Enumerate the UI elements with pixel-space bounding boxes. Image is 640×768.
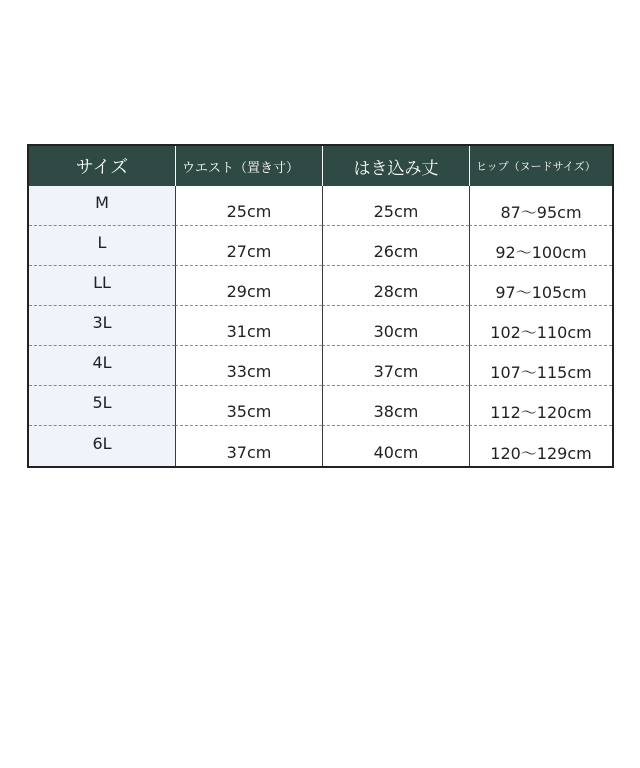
inseam-value: 38cm (322, 386, 469, 426)
inseam-value: 40cm (322, 426, 469, 466)
hip-value: 107〜115cm (469, 346, 612, 386)
size-label: 5L (29, 386, 175, 426)
waist-value: 35cm (175, 386, 322, 426)
size-label: LL (29, 266, 175, 306)
waist-value: 33cm (175, 346, 322, 386)
table-row (29, 186, 612, 226)
table-row (29, 386, 612, 426)
inseam-value: 37cm (322, 346, 469, 386)
size-label: L (29, 226, 175, 266)
hip-value: 97〜105cm (469, 266, 612, 306)
size-label: M (29, 186, 175, 226)
waist-value: 27cm (175, 226, 322, 266)
hip-value: 102〜110cm (469, 306, 612, 346)
inseam-value: 25cm (322, 186, 469, 226)
size-chart-table (27, 144, 614, 468)
header-size: サイズ (75, 157, 129, 178)
hip-value: 112〜120cm (469, 386, 612, 426)
table-row (29, 346, 612, 386)
table-row (29, 306, 612, 346)
inseam-value: 30cm (322, 306, 469, 346)
size-label: 4L (29, 346, 175, 386)
waist-value: 25cm (175, 186, 322, 226)
inseam-value: 28cm (322, 266, 469, 306)
size-label: 3L (29, 306, 175, 346)
hip-value: 120〜129cm (469, 426, 612, 466)
table-header-row (29, 146, 612, 186)
table-row (29, 266, 612, 306)
hip-value: 87〜95cm (469, 186, 612, 226)
header-inseam-length: はき込み丈 (322, 146, 469, 186)
header-waist: ウエスト（置き寸） (175, 146, 322, 186)
header-hip: ヒップ（ヌードサイズ） (469, 146, 612, 186)
waist-value: 31cm (175, 306, 322, 346)
hip-value: 92〜100cm (469, 226, 612, 266)
waist-value: 37cm (175, 426, 322, 466)
table-row (29, 226, 612, 266)
inseam-value: 26cm (322, 226, 469, 266)
size-label: 6L (29, 426, 175, 466)
table-row (29, 426, 612, 466)
waist-value: 29cm (175, 266, 322, 306)
